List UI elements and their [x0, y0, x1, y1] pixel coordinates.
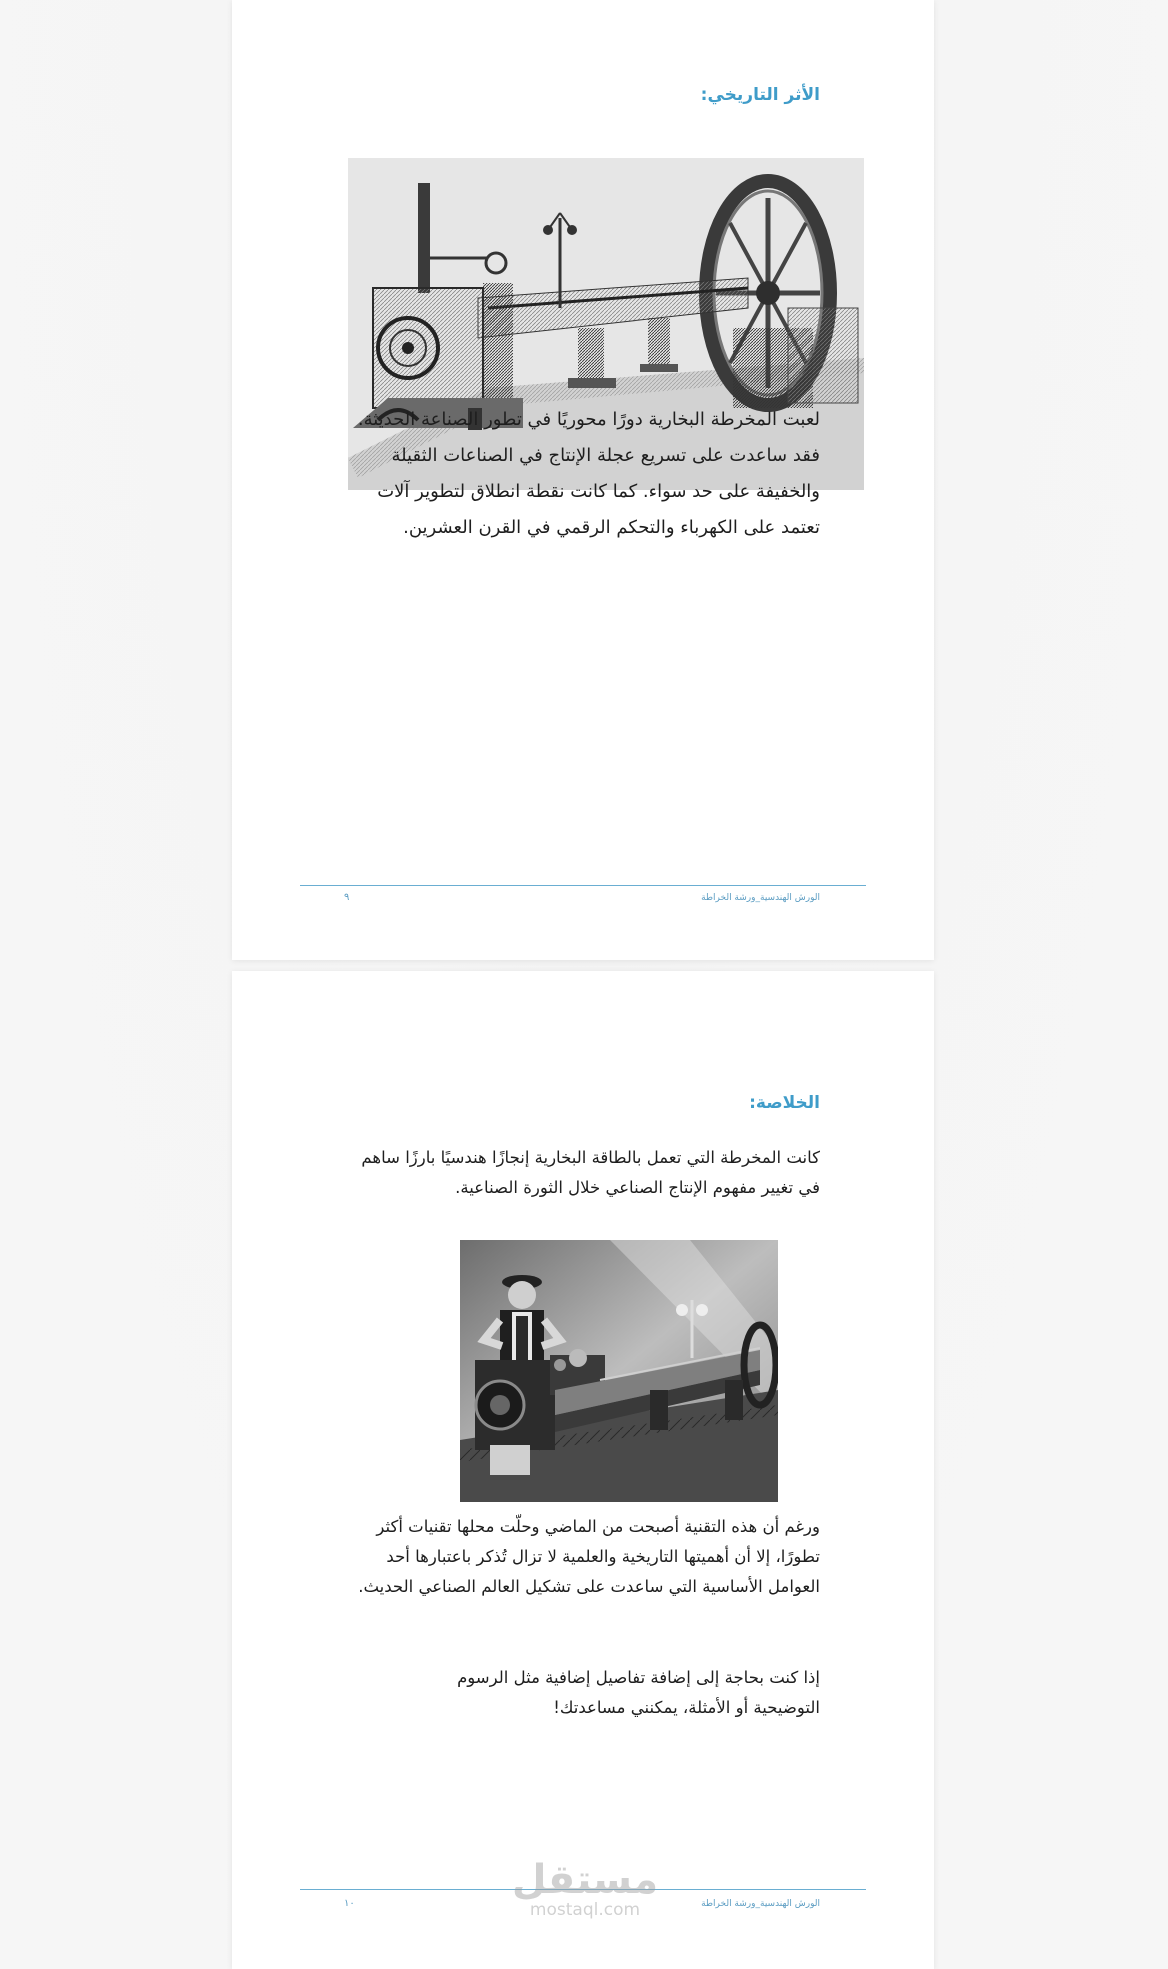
footer-document-title: الورش الهندسية_ورشة الخراطة	[701, 893, 820, 903]
watermark-arabic: مستقل	[511, 1857, 659, 1903]
page-number: ٩	[344, 892, 350, 903]
page-number: ١٠	[344, 1898, 355, 1909]
section-heading-historical-impact: الأثر التاريخي:	[700, 85, 820, 105]
historical-impact-paragraph: لعبت المخرطة البخارية دورًا محوريًا في تطور الصناعة الحديثة. فقد ساعدت على تسريع عجلة الإنتاج في الصناعات الثقيلة والخفيفة على حد سواء. كما كانت نقطة انطلاق لتطوير آلات تعتمد على الكهرباء والتحكم الرقمي في القرن العشرين.	[357, 409, 820, 538]
conclusion-paragraph-two: إذا كنت بحاجة إلى إضافة تفاصيل إضافية مثل الرسوم التوضيحية أو الأمثلة، يمكنني مساعدتك!	[457, 1668, 820, 1717]
mostaql-watermark	[505, 1858, 665, 1920]
section-heading-conclusion: الخلاصة:	[749, 1093, 820, 1113]
document-page-9	[232, 0, 934, 960]
watermark-latin: mostaql.com	[529, 1900, 641, 1920]
conclusion-intro-paragraph: كانت المخرطة التي تعمل بالطاقة البخارية إنجازًا هندسيًا بارزًا ساهم في تغيير مفهوم الإنتاج الصناعي خلال الثورة الصناعية.	[361, 1148, 820, 1197]
footer-divider	[300, 885, 866, 886]
lathe-worker-illustration	[460, 1240, 778, 1502]
lathe-worker-photo	[460, 1240, 778, 1502]
document-page-10	[232, 971, 934, 1969]
footer-document-title: الورش الهندسية_ورشة الخراطة	[701, 1899, 820, 1909]
conclusion-paragraph-one: ورغم أن هذه التقنية أصبحت من الماضي وحلّت محلها تقنيات أكثر تطورًا، إلا أن أهميتها التاريخية والعلمية لا تزال تُذكر باعتبارها أحد العوامل الأساسية التي ساعدت على تشكيل العالم الصناعي الحديث.	[358, 1517, 820, 1596]
